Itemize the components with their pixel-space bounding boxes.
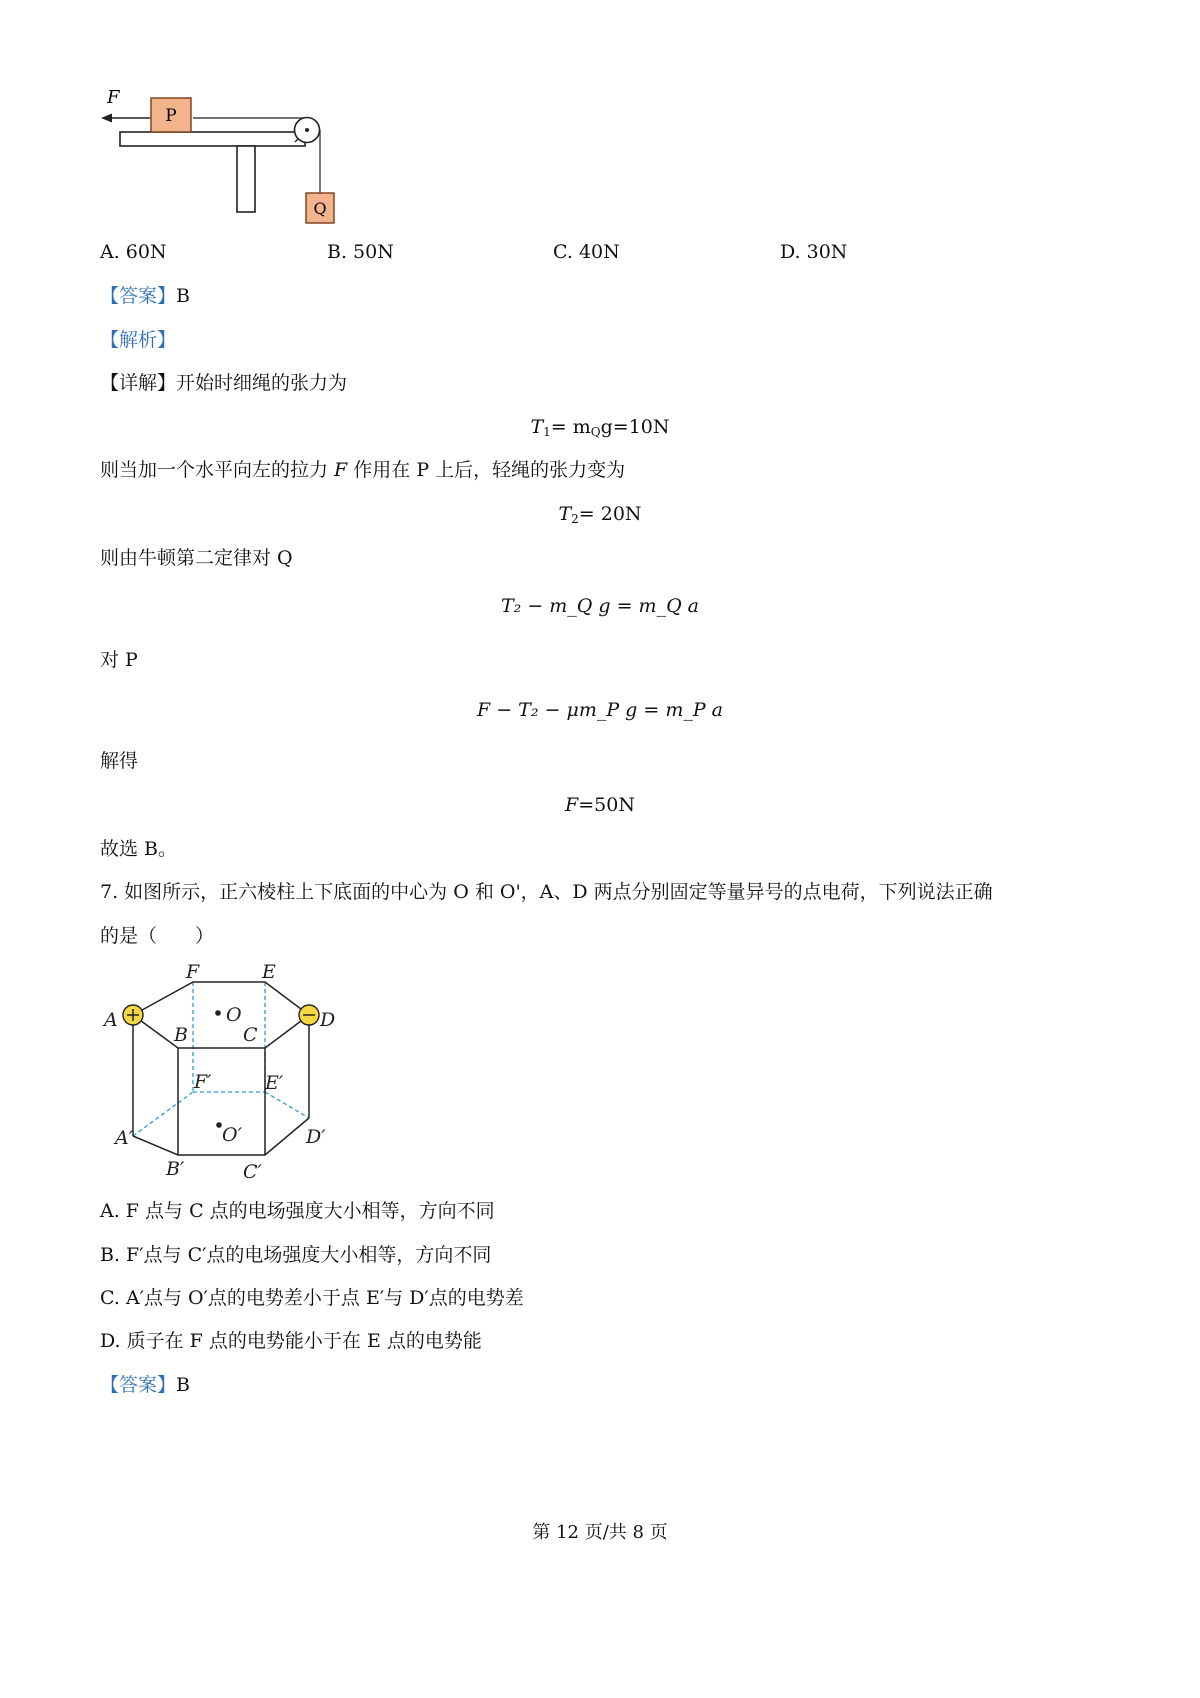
answer-value: B (176, 285, 190, 307)
label-e-prime: E′ (265, 1072, 284, 1094)
label-o-prime: O′ (222, 1124, 242, 1146)
label-b-prime: B′ (166, 1158, 185, 1180)
label-f-prime: F′ (194, 1071, 212, 1093)
label-f: F (186, 961, 200, 983)
q6-answer (100, 284, 190, 308)
q7-stem-line-2: 的是（ ） (100, 925, 215, 947)
block-q (306, 193, 334, 223)
text-line-4: 对 P (100, 649, 138, 671)
label-o: O (226, 1004, 242, 1026)
equation-5: F=50N (565, 794, 635, 816)
detail-line (100, 371, 347, 395)
q7-option-a: A. F 点与 C 点的电场强度大小相等，方向不同 (100, 1200, 495, 1222)
answer-value: B (176, 1374, 190, 1396)
block-p (151, 98, 191, 132)
negative-charge-d (299, 1005, 319, 1025)
label-e: E (262, 961, 276, 983)
text-line-3: 则由牛顿第二定律对 Q (100, 547, 293, 569)
equation-3: T₂ − m_Q g = m_Q a (500, 595, 700, 617)
q7-option-b: B. F′点与 C′点的电场强度大小相等，方向不同 (100, 1244, 492, 1266)
pulley (295, 118, 320, 143)
q7-answer (100, 1373, 190, 1397)
q7-option-c: C. A′点与 O′点的电势差小于点 E′与 D′点的电势差 (100, 1287, 524, 1309)
q6-option-c: C. 40N (553, 241, 620, 263)
q7-stem-line-1: 7. 如图所示，正六棱柱上下底面的中心为 O 和 O'，A、D 两点分别固定等量异号的点电荷，下列说法正确 (100, 881, 993, 903)
label-d: D (320, 1009, 336, 1031)
q6-option-a: A. 60N (100, 241, 167, 263)
equation-1: $T_1= m_Qg=10N$ (530, 416, 670, 439)
vertex-labels (102, 961, 335, 1183)
table (120, 132, 305, 212)
positive-charge-a (123, 1005, 143, 1025)
text-line-2: 则当加一个水平向左的拉力 F 作用在 P 上后，轻绳的张力变为 (100, 459, 626, 481)
center-dot-o-prime (216, 1122, 222, 1128)
label-b: B (174, 1024, 188, 1046)
block-p-label: P (165, 106, 177, 126)
label-a-prime: A′ (115, 1127, 134, 1149)
hexagonal-prism-figure (100, 960, 350, 1185)
force-label: F (107, 87, 120, 108)
detail-intro: 开始时细绳的张力为 (176, 372, 348, 394)
conclusion: 故选 B。 (100, 838, 178, 860)
analysis-tag: 【解析】 (100, 329, 177, 351)
force-arrow (101, 114, 150, 123)
q7-option-d: D. 质子在 F 点的电势能小于在 E 点的电势能 (100, 1330, 482, 1352)
center-dot-o (215, 1010, 221, 1016)
page-footer: 第 12 页/共 8 页 (532, 1522, 668, 1543)
block-q-label: Q (313, 199, 327, 218)
label-a: A (104, 1009, 118, 1031)
q6-option-b: B. 50N (327, 241, 394, 263)
equation-2: $T_2= 20N$ (558, 503, 642, 526)
text-line-5: 解得 (100, 750, 139, 772)
pulley-figure (95, 80, 345, 240)
label-d-prime: D′ (306, 1126, 326, 1148)
q6-option-d: D. 30N (780, 241, 848, 263)
visible-edges (133, 982, 309, 1155)
equation-4: F − T₂ − μm_P g = m_P a (477, 699, 723, 721)
label-c-prime: C′ (243, 1161, 262, 1183)
label-c: C (243, 1024, 258, 1046)
answer-tag: 【答案】 (100, 285, 177, 307)
answer-tag: 【答案】 (100, 1374, 177, 1396)
hidden-edges (133, 982, 309, 1136)
detail-tag: 【详解】 (100, 372, 177, 394)
